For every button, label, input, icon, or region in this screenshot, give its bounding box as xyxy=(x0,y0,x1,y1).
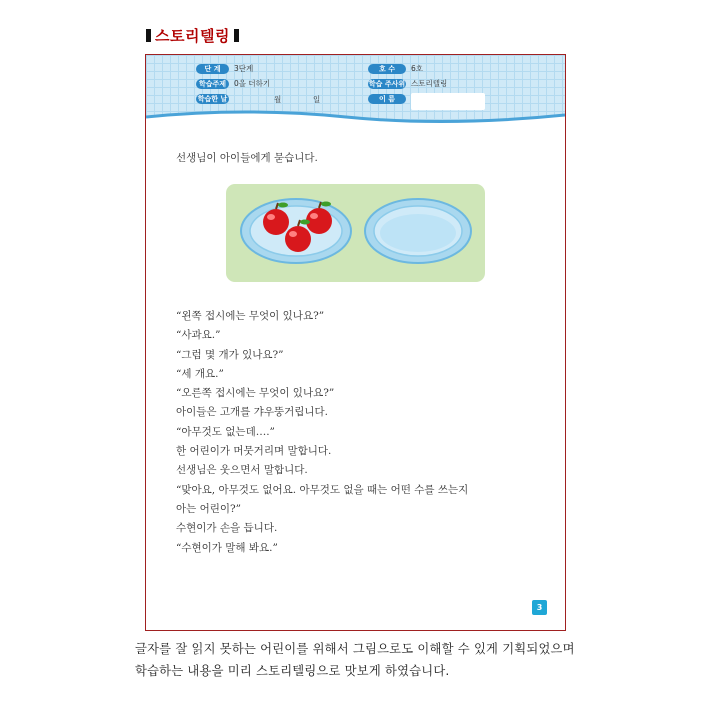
story-text xyxy=(176,307,546,558)
number-value: 6호 xyxy=(411,64,424,73)
number-label: 호 수 xyxy=(368,64,406,74)
caption-text xyxy=(135,638,575,682)
name-label: 이 름 xyxy=(368,94,406,104)
caption-line: 학습하는 내용을 미리 스토리텔링으로 맛보게 하였습니다. xyxy=(135,664,450,678)
day-value: 일 xyxy=(313,95,321,104)
theme-label: 학습주제 xyxy=(196,79,229,89)
story-line: “왼쪽 접시에는 무엇이 있나요?” xyxy=(176,310,325,322)
page-number-badge: 3 xyxy=(532,600,547,615)
story-line: 아는 어린이?” xyxy=(176,502,242,515)
story-line: “사과요.” xyxy=(176,329,221,342)
theme-value: 0을 더하기 xyxy=(234,79,271,88)
tool-value: 스토리텔링 xyxy=(411,79,448,88)
story-line: “맞아요, 아무것도 없어요. 아무것도 없을 때는 어떤 수를 쓰는지 xyxy=(176,483,469,496)
empty-plate-icon xyxy=(365,199,471,263)
story-line: “세 개요.” xyxy=(176,367,224,380)
date-label: 학습한 날 xyxy=(197,95,228,103)
story-line: “아무것도 없는데….” xyxy=(176,425,275,438)
month-value: 월 xyxy=(274,95,282,104)
section-title-text: 스토리텔링 xyxy=(155,27,230,45)
title-bar-right xyxy=(234,29,239,42)
story-line: 아이들은 고개를 갸우뚱거립니다. xyxy=(176,406,329,419)
stage-label: 단 계 xyxy=(196,64,229,74)
plate-with-apples-icon xyxy=(241,199,351,263)
plates-illustration xyxy=(226,184,485,282)
header-wave xyxy=(146,107,565,137)
story-line: “수현이가 말해 봐요.” xyxy=(176,541,278,554)
stage-value: 3단계 xyxy=(234,64,254,73)
story-line: 선생님은 웃으면서 말합니다. xyxy=(176,464,308,477)
section-title xyxy=(146,25,239,46)
worksheet-page xyxy=(145,54,566,631)
title-bar-left xyxy=(146,29,151,42)
caption-line: 글자를 잘 읽지 못하는 어린이를 위해서 그림으로도 이해할 수 있게 기획되었으며 xyxy=(135,642,575,656)
story-line: “오른쪽 접시에는 무엇이 있나요?” xyxy=(176,387,335,400)
story-line: 한 어린이가 머뭇거리며 말합니다. xyxy=(176,445,332,458)
story-line: “그럼 몇 개가 있나요?” xyxy=(176,348,284,361)
story-line: 수현이가 손을 듭니다. xyxy=(176,522,278,535)
intro-text: 선생님이 아이들에게 묻습니다. xyxy=(176,152,318,164)
tool-label: 학습 주사위 xyxy=(368,80,406,88)
